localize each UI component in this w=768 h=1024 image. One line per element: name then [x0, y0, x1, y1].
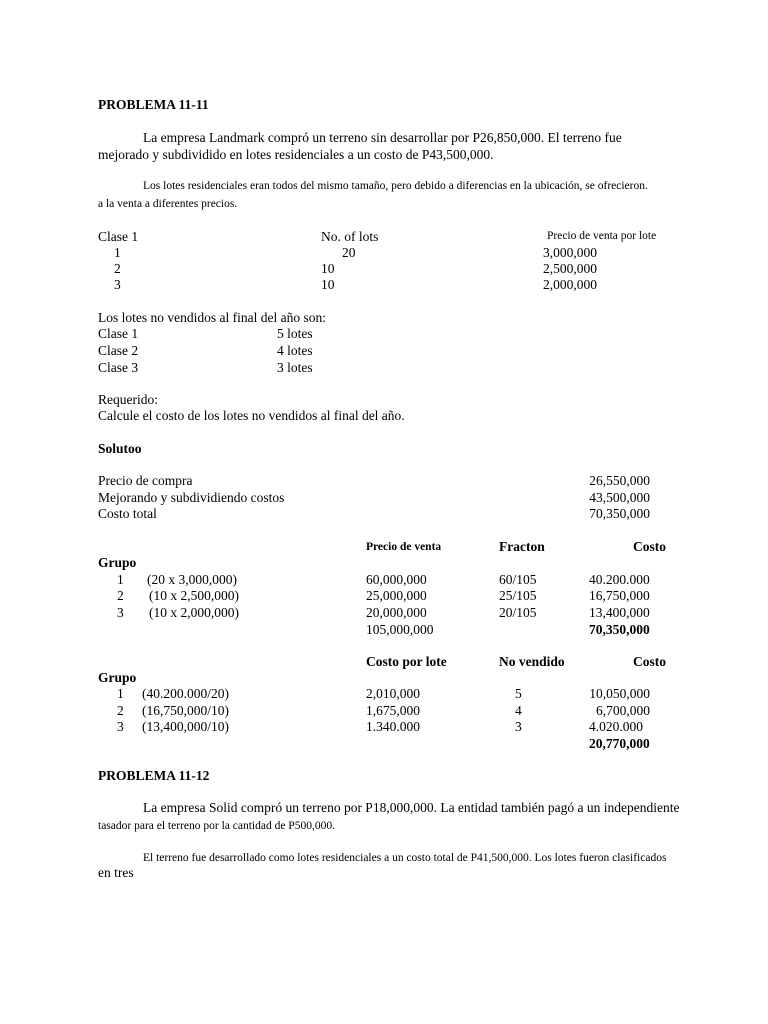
lots-row-precio: 3,000,000 [543, 245, 597, 260]
unsold-row-number: 3 [117, 719, 124, 734]
problem-intro-line-1: La empresa Landmark compró un terreno sin desarrollar por P26,850,000. El terreno fue [143, 130, 622, 145]
alloc-row-number: 1 [117, 572, 124, 587]
cost-value: 26,550,000 [589, 473, 650, 488]
alloc-row-calc: (20 x 3,000,000) [147, 572, 237, 587]
unsold-row-number: 1 [117, 686, 124, 701]
alloc-header-precio: Precio de venta [366, 541, 442, 553]
required-text: Calcule el costo de los lotes no vendidos al final del año. [98, 408, 405, 423]
unsold-row-costo-lote: 1.340.000 [366, 719, 420, 734]
alloc-row-fraction: 20/105 [499, 605, 537, 620]
unsold-value: 3 lotes [277, 360, 313, 375]
problem-intro-line-2: mejorado y subdividido en lotes residenciales a un costo de P43,500,000. [98, 147, 494, 162]
problem-11-12-title: PROBLEMA 11-12 [98, 768, 210, 783]
unsold-row-costo: 6,700,000 [596, 703, 650, 718]
unsold-row-costo: 4.020.000 [589, 719, 643, 734]
alloc-header-costo: Costo [633, 539, 666, 554]
alloc-row-costo: 16,750,000 [589, 588, 650, 603]
unsold-header-no-vendido: No vendido [499, 654, 565, 669]
unsold-row-calc: (40.200.000/20) [142, 686, 229, 701]
solution-heading: Solutoo [98, 441, 142, 456]
alloc-header-fraction: Fracton [499, 539, 545, 554]
unsold-header-costo: Costo [633, 654, 666, 669]
lots-row-clase: 2 [114, 261, 121, 276]
note-line-2: en tres [98, 865, 134, 880]
lots-row-count: 20 [342, 245, 356, 260]
problem-intro-line-2: tasador para el terreno por la cantidad de P500,000. [98, 820, 335, 832]
lots-header-clase: Clase 1 [98, 229, 139, 244]
unsold-heading: Los lotes no vendidos al final del año son: [98, 310, 326, 325]
unsold-label: Clase 2 [98, 343, 139, 358]
lots-row-count: 10 [321, 261, 335, 276]
unsold-value: 5 lotes [277, 326, 313, 341]
alloc-group-label: Grupo [98, 555, 137, 570]
unsold-row-no-vendido: 3 [515, 719, 522, 734]
unsold-row-costo: 10,050,000 [589, 686, 650, 701]
lots-row-precio: 2,000,000 [543, 277, 597, 292]
unsold-total-costo: 20,770,000 [589, 736, 650, 751]
alloc-total-precio: 105,000,000 [366, 622, 434, 637]
alloc-row-fraction: 25/105 [499, 588, 537, 603]
unsold-label: Clase 1 [98, 326, 139, 341]
unsold-row-number: 2 [117, 703, 124, 718]
lots-row-clase: 3 [114, 277, 121, 292]
alloc-row-calc: (10 x 2,500,000) [149, 588, 239, 603]
alloc-row-precio: 20,000,000 [366, 605, 427, 620]
unsold-row-calc: (13,400,000/10) [142, 719, 229, 734]
note-line-1: Los lotes residenciales eran todos del mismo tamaño, pero debido a diferencias en la ubicación, se ofrecieron. [143, 180, 648, 192]
lots-row-clase: 1 [114, 245, 121, 260]
alloc-total-costo: 70,350,000 [589, 622, 650, 637]
cost-value: 70,350,000 [589, 506, 650, 521]
cost-label: Costo total [98, 506, 157, 521]
lots-row-count: 10 [321, 277, 335, 292]
unsold-row-costo-lote: 2,010,000 [366, 686, 420, 701]
alloc-row-calc: (10 x 2,000,000) [149, 605, 239, 620]
problem-intro-line-1: La empresa Solid compró un terreno por P18,000,000. La entidad también pagó a un independiente [143, 800, 680, 815]
lots-row-precio: 2,500,000 [543, 261, 597, 276]
unsold-value: 4 lotes [277, 343, 313, 358]
alloc-row-costo: 13,400,000 [589, 605, 650, 620]
unsold-row-costo-lote: 1,675,000 [366, 703, 420, 718]
required-label: Requerido: [98, 392, 158, 407]
alloc-row-precio: 60,000,000 [366, 572, 427, 587]
unsold-row-no-vendido: 5 [515, 686, 522, 701]
unsold-row-calc: (16,750,000/10) [142, 703, 229, 718]
alloc-row-number: 2 [117, 588, 124, 603]
note-line-2: a la venta a diferentes precios. [98, 198, 238, 210]
problem-11-11-title: PROBLEMA 11-11 [98, 97, 209, 112]
lots-header-precio: Precio de venta por lote [547, 230, 657, 242]
alloc-row-number: 3 [117, 605, 124, 620]
unsold-group-label: Grupo [98, 670, 137, 685]
cost-label: Precio de compra [98, 473, 193, 488]
unsold-label: Clase 3 [98, 360, 139, 375]
cost-label: Mejorando y subdividiendo costos [98, 490, 285, 505]
lots-header-no-of-lots: No. of lots [321, 229, 379, 244]
cost-value: 43,500,000 [589, 490, 650, 505]
note-line-1: El terreno fue desarrollado como lotes residenciales a un costo total de P41,500,000. Los lotes fueron clasificados [143, 852, 667, 864]
alloc-row-precio: 25,000,000 [366, 588, 427, 603]
unsold-row-no-vendido: 4 [515, 703, 522, 718]
alloc-row-costo: 40.200.000 [589, 572, 650, 587]
alloc-row-fraction: 60/105 [499, 572, 537, 587]
unsold-header-costo-lote: Costo por lote [366, 654, 447, 669]
